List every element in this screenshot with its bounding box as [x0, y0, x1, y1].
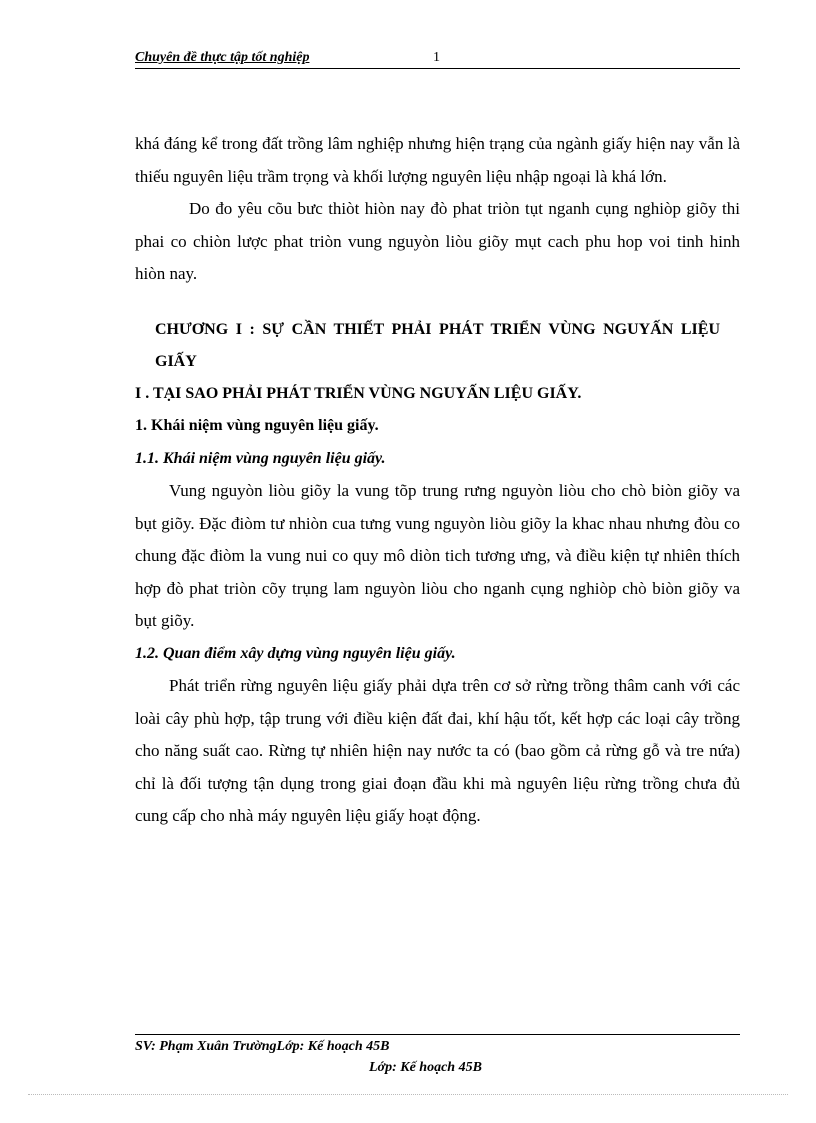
section-heading: I . TẠI SAO PHẢI PHÁT TRIỂN VÙNG NGUYẤN LIỆU GIẤY. [135, 384, 582, 402]
paragraph: Do đo yêu cõu bưc thiòt hiòn nay đò phat triòn tụt nganh cụng nghiòp giõy thi phai co chiòn lược phat triòn vung nguyòn liòu giõy mụt cach phu hop voi tinh hinh hiòn nay. [135, 199, 740, 283]
footer-class-line: Lớp: Kế hoạch 45B [369, 1060, 482, 1075]
page-header [135, 50, 740, 69]
header-title: Chuyên đề thực tập tốt nghiệp [135, 50, 310, 65]
document-body [135, 128, 740, 833]
paragraph: khá đáng kể trong đất trồng lâm nghiệp nhưng hiện trạng của ngành giấy hiện nay vẫn là thiếu nguyên liệu trầm trọng và khối lượng nguyên liệu nhập ngoại là khá lớn. [135, 134, 740, 186]
footer-student-line: SV: Phạm Xuân TrườngLớp: Kế hoạch 45B [135, 1039, 390, 1054]
paragraph: Vung nguyòn liòu giõy la vung tõp trung rưng nguyòn liòu cho chò biòn giõy va bụt giõy. Đặc điòm tư nhiòn cua tưng vung nguyòn liòu giõy la khac nhau nhưng đòu co chung đặc điòm la vung nui co quy mô diòn tich tương ưng, và điều kiện tự nhiên thích hợp đò phat triòn cõy trụng lam nguyòn liòu cho nganh cụng nghiòp chò biòn giõy va bụt giõy. [135, 481, 740, 630]
paragraph: Phát triển rừng nguyên liệu giấy phải dựa trên cơ sở rừng trồng thâm canh với các loài cây phù hợp, tập trung với điều kiện đất đai, khí hậu tốt, kết hợp các loại cây trồng cho năng suất cao. Rừng tự nhiên hiện nay nước ta có (bao gồm cả rừng gỗ và tre nứa) chỉ là đối tượng tận dụng trong giai đoạn đầu khi mà nguyên liệu rừng trồng chưa đủ cung cấp cho nhà máy nguyên liệu giấy hoạt động. [135, 676, 740, 825]
subsubsection-heading: 1.2. Quan điểm xây dựng vùng nguyên liệu giấy. [135, 644, 456, 662]
page-footer [135, 1034, 740, 1075]
subsubsection-heading: 1.1. Khái niệm vùng nguyên liệu giấy. [135, 449, 386, 467]
page-boundary-divider [28, 1094, 788, 1095]
page-number: 1 [433, 50, 440, 65]
chapter-title: CHƯƠNG I : SỰ CẦN THIẾT PHẢI PHÁT TRIỂN VÙNG NGUYẤN LIỆU GIẤY [155, 320, 720, 370]
subsection-heading: 1. Khái niệm vùng nguyên liệu giấy. [135, 417, 379, 434]
